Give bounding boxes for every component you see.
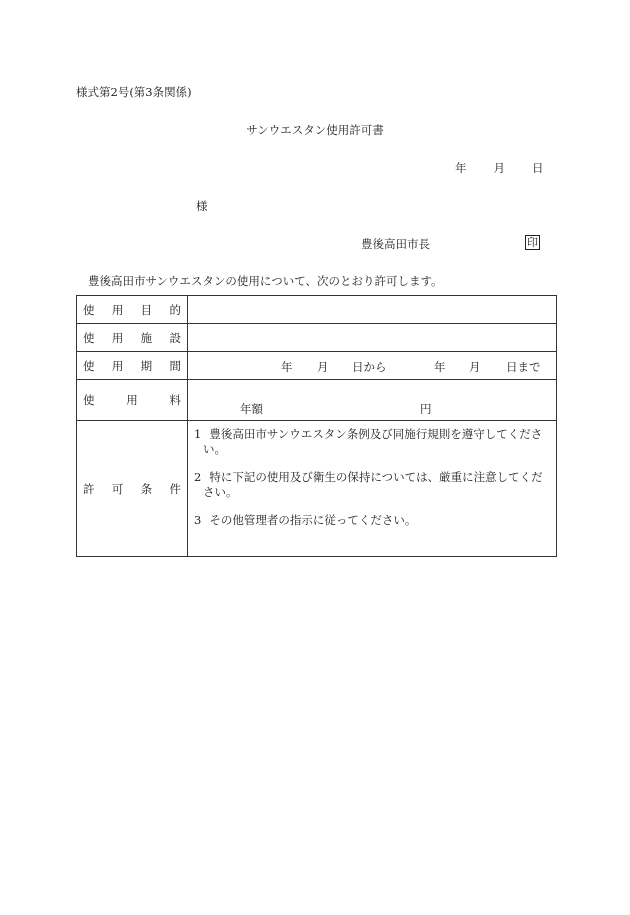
table-row-purpose: [77, 296, 557, 324]
table-row-period: [77, 352, 557, 380]
table-row-conditions: [77, 421, 557, 557]
period-to-month: 月: [469, 360, 481, 374]
addressee-suffix: 様: [196, 199, 208, 213]
issuer-name: 豊後高田市長: [361, 237, 430, 251]
period-to-day: 日まで: [506, 360, 541, 374]
facility-label: 使 用 施 設: [77, 324, 188, 352]
fee-value: [188, 380, 557, 421]
date-line: [455, 160, 544, 176]
date-year: 年: [455, 161, 467, 175]
period-value: [188, 352, 557, 380]
fee-label: 使 用 料: [77, 380, 188, 421]
purpose-value: [188, 296, 557, 324]
form-number: 様式第2号(第3条関係): [76, 85, 192, 99]
purpose-label: 使 用 目 的: [77, 296, 188, 324]
list-item: 2 特に下記の使用及び衛生の保持については、厳重に注意してください。: [194, 470, 543, 499]
list-item: 3 その他管理者の指示に従ってください。: [194, 513, 417, 527]
period-from-month: 月: [317, 360, 329, 374]
permit-table: [76, 295, 557, 557]
date-month: 月: [493, 161, 505, 175]
list-item: 1 豊後高田市サンウエスタン条例及び同施行規則を遵守してください。: [194, 427, 543, 456]
document-title: サンウエスタン使用許可書: [246, 123, 384, 137]
intro-text: 豊後高田市サンウエスタンの使用について、次のとおり許可します。: [88, 274, 443, 288]
table-row-fee: [77, 380, 557, 421]
period-label: 使 用 期 間: [77, 352, 188, 380]
period-from-day: 日から: [352, 360, 387, 374]
period-to-year: 年: [434, 360, 446, 374]
seal-mark: 印: [527, 236, 538, 249]
facility-value: [188, 324, 557, 352]
conditions-label: 許 可 条 件: [77, 421, 188, 557]
fee-annual: 年額: [240, 402, 263, 416]
table-row-facility: [77, 324, 557, 352]
conditions-list: [188, 421, 557, 557]
fee-yen: 円: [420, 402, 432, 416]
period-from-year: 年: [281, 360, 293, 374]
date-day: 日: [532, 161, 544, 175]
